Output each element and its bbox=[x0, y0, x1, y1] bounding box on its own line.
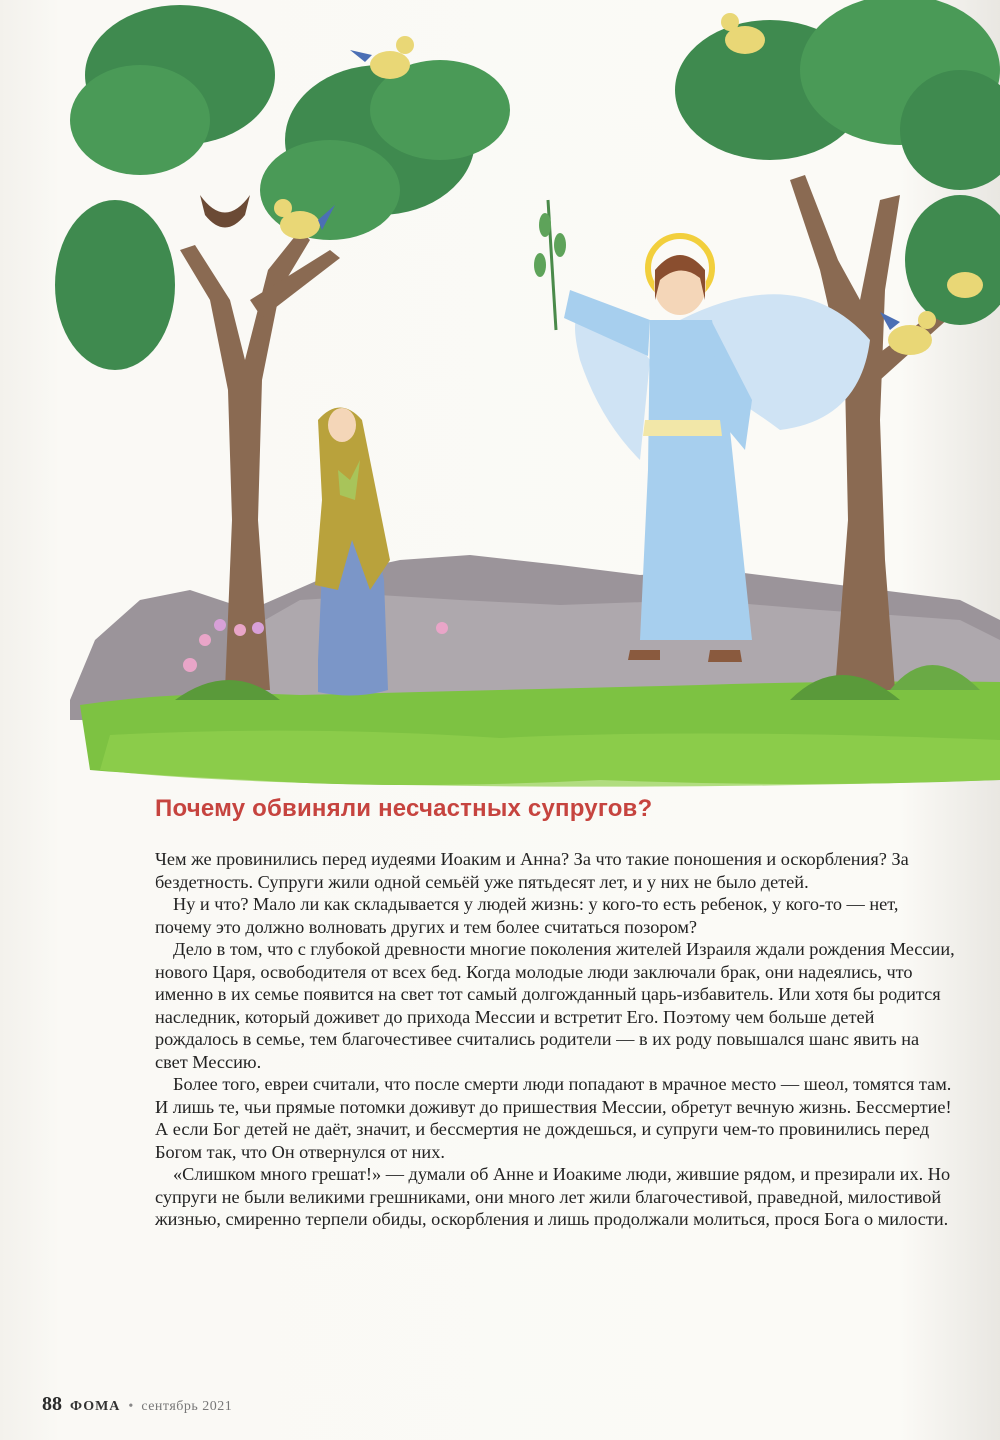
paragraph: Ну и что? Мало ли как складывается у людей жизнь: у кого-то есть ребенок, у кого-то — нет, почему это должно волновать других и тем более считаться позором? bbox=[155, 894, 899, 937]
paragraph: Дело в том, что с глубокой древности многие поколения жителей Израиля ждали рождения Мессии, нового Царя, освободителя от всех бед. Когда молодые люди заключали брак, они надеялись, что именно в их семье появится на свет тот самый долгожданный царь-избавитель. Или хотя бы родится наследник, который доживет до прихода Мессии и встретит Его. Поэтому чем больше детей рождалось в семье, тем благочестивее считались родители — в их роду повышался шанс явить на свет Мессию. bbox=[155, 939, 955, 1072]
paragraph: Более того, евреи считали, что после смерти люди попадают в мрачное место — шеол, томятся там. И лишь те, чьи прямые потомки доживут до пришествия Мессии, обретут вечную жизнь. Бессмертие! А если Бог детей не даёт, значит, и бессмертия не дождешься, и супруги чем-то провинились перед Богом так, что Он отвернулся от них. bbox=[155, 1074, 952, 1162]
article-title: Почему обвиняли несчастных супругов? bbox=[155, 795, 653, 822]
paragraph: Чем же провинились перед иудеями Иоаким и Анна? За что такие поношения и оскорбления? За бездетность. Супруги жили одной семьёй уже пятьдесят лет, и у них не было детей. bbox=[155, 849, 909, 892]
footer-separator: • bbox=[128, 1399, 134, 1414]
page-number: 88 bbox=[42, 1393, 62, 1415]
issue-date: сентябрь 2021 bbox=[141, 1399, 233, 1414]
page-footer bbox=[42, 1393, 232, 1416]
article-body bbox=[155, 848, 955, 1231]
magazine-name: ФОМА bbox=[70, 1399, 121, 1414]
paragraph: «Слишком много грешат!» — думали об Анне и Иоакиме люди, жившие рядом, и презирали их. Но супруги не были великими грешниками, они много лет жили благочестивой, праведной, милостивой жизнью, смиренно терпели обиды, оскорбления и лишь продолжали молиться, прося Бога о милости. bbox=[155, 1164, 951, 1229]
anna-figure bbox=[315, 408, 390, 696]
